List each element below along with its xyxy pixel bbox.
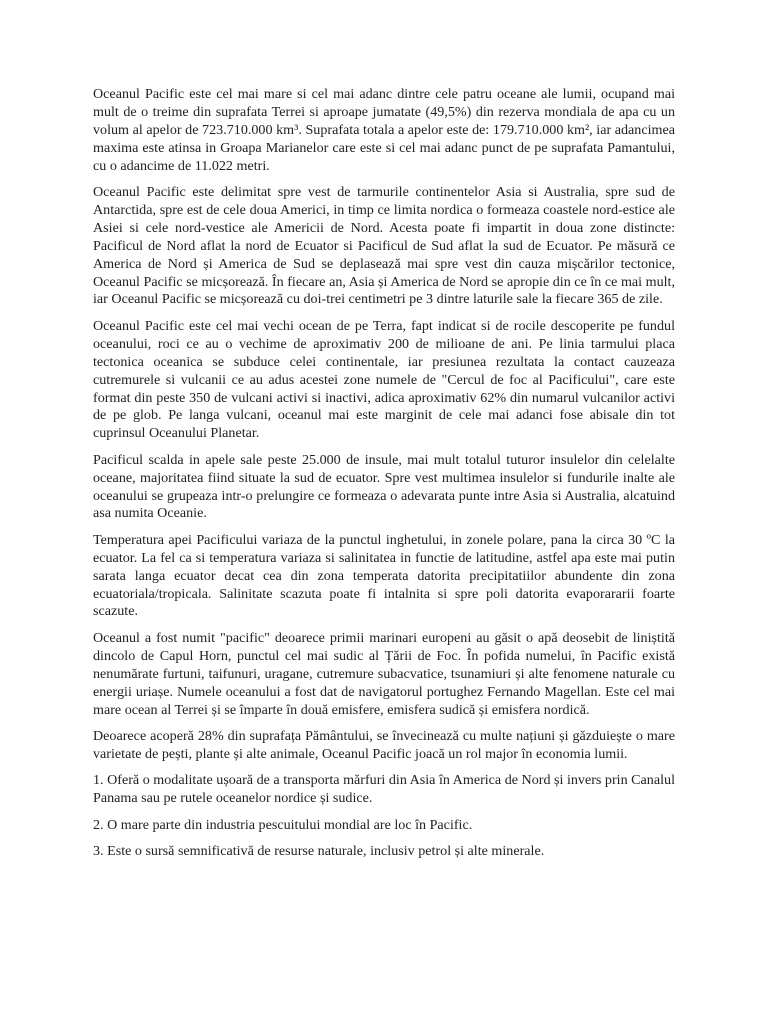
paragraph-pacific-boundaries: Oceanul Pacific este delimitat spre vest de tarmurile continentelor Asia si Australia, spre sud de Antarctida, spre est de cele doua Americi, in timp ce limita nordica o formeaza coastele nord-estice ale Asiei si cele nord-vestice ale Americii de Nord. Acesta poate fi impartit in doua zone distincte: Pacificul de Nord aflat la nord de Ecuator si Pacificul de Sud aflat la sud de Ecuator. Pe măsură ce America de Nord și America de Sud se deplasează mai spre vest din cauza mișcărilor tectonice, Oceanul Pacific se micșorează. În fiecare an, Asia și America de Nord se apropie din ce în ce mai mult, iar Oceanul Pacific se micșorează cu doi-trei centimetri pe 3 dintre laturile sale la fiecare 365 de zile. (93, 184, 675, 308)
paragraph-pacific-name-origin: Oceanul a fost numit "pacific" deoarece primii marinari europeni au găsit o apă deosebit de liniștită dincolo de Capul Horn, punctul cel mai sudic al Țării de Foc. În pofida numelui, în Pacific există nenumărate furtuni, taifunuri, uragane, cutremure subacvatice, tsunamiuri și alte fenomene naturale cu energii uriașe. Numele oceanului a fost dat de navigatorul portughez Fernando Magellan. Este cel mai mare ocean al Terrei și se împarte în două emisfere, emisfera sudică și emisfera nordică. (93, 629, 675, 718)
paragraph-pacific-temperature: Temperatura apei Pacificului variaza de la punctul inghetului, in zonele polare, pana la circa 30 ºC la ecuator. La fel ca si temperatura variaza si salinitatea in functie de latitudine, astfel apa este mai putin sarata langa ecuator decat cea din zona temperata datorita precipitatiilor abundente din zona ecuatoriala/tropicala. Salinitate scazuta poate fi intalnita si spre poli datorita evaporararii foarte scazute. (93, 531, 675, 620)
list-item-resources: 3. Este o sursă semnificativă de resurse naturale, inclusiv petrol și alte minerale. (93, 842, 545, 859)
paragraph-pacific-age-volcanoes: Oceanul Pacific este cel mai vechi ocean de pe Terra, fapt indicat si de rocile descoperite pe fundul oceanului, roci ce au o vechime de aproximativ 200 de milioane de ani. Pe linia tarmului placa tectonica oceanica se subduce celei continentale, iar presiunea rezultata la contact cauzeaza cutremurele si vulcanii ce au adus acestei zone numele de "Cercul de foc al Pacificului", care este format din peste 350 de vulcani activi si inactivi, adica aproximativ 62% din numarul vulcanilor activi de pe glob. Pe langa vulcani, oceanul mai este marginit de cele mai adanci fose abisale din tot cuprinsul Oceanului Planetar. (93, 317, 675, 442)
document-body (93, 86, 675, 869)
list-item-transport: 1. Oferă o modalitate ușoară de a transporta mărfuri din Asia în America de Nord și invers prin Canalul Panama sau pe rutele oceanelor nordice și sudice. (93, 772, 675, 807)
list-item-fishing: 2. O mare parte din industria pescuitului mondial are loc în Pacific. (93, 816, 473, 833)
paragraph-pacific-size: Oceanul Pacific este cel mai mare si cel mai adanc dintre cele patru oceane ale lumii, ocupand mai mult de o treime din suprafata Terrei si aproape jumatate (49,5%) din rezerva mondiala de apa cu un volum al apelor de 723.710.000 km³. Suprafata totala a apelor este de: 179.710.000 km², iar adancimea maxima este atinsa in Groapa Marianelor care este si cel mai adanc punct de pe suprafata Pamantului, cu o adancime de 11.022 metri. (93, 86, 675, 174)
paragraph-pacific-economy: Deoarece acoperă 28% din suprafața Pământului, se învecinează cu multe națiuni și găzduiește o mare varietate de pești, plante și alte animale, Oceanul Pacific joacă un rol major în economia lumii. (93, 727, 675, 762)
paragraph-pacific-islands: Pacificul scalda in apele sale peste 25.000 de insule, mai mult totalul tuturor insulelor din celelalte oceane, majoritatea fiind situate la sud de ecuator. Spre vest multimea insulelor si fundurile inalte ale oceanului se grupeaza intr-o prelungire ce formeaza o adevarata punte intre Asia si Australia, alcatuind asa numita Oceanie. (93, 451, 675, 522)
